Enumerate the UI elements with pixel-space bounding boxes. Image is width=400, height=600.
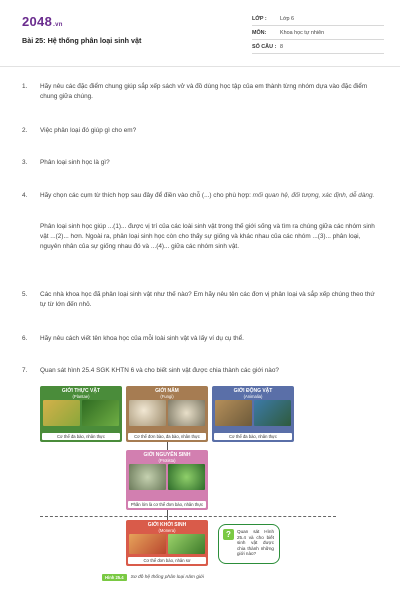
question-2	[22, 126, 378, 136]
question-number: 4.	[22, 192, 28, 199]
figure-question-note	[218, 524, 280, 564]
question-3	[22, 158, 378, 168]
plant-photo	[82, 400, 119, 426]
eukaryote-prokaryote-divider	[40, 516, 336, 517]
meta-key: SỐ CÂU :	[252, 43, 277, 50]
lesson-title: Bài 25: Hệ thống phân loại sinh vật	[22, 36, 142, 45]
meta-value: 8	[280, 43, 283, 50]
question-1	[22, 82, 378, 102]
animal-photo	[254, 400, 291, 426]
meta-row-count	[252, 40, 384, 54]
kingdom-animalia: GIỚI ĐỘNG VẬT (Animalia) Cơ thể đa bào, nhân thực	[212, 386, 294, 442]
meta-row-grade	[252, 12, 384, 26]
question-mark-icon: ?	[223, 529, 234, 540]
mushroom-photo	[129, 400, 166, 426]
question-5	[22, 290, 378, 310]
question-number: 6.	[22, 335, 28, 342]
kingdom-caption: Cơ thể đơn bào, đa bào, nhân thực	[128, 433, 206, 440]
plant-photo	[43, 400, 80, 426]
page-header	[22, 12, 384, 62]
kingdom-plantae: GIỚI THỰC VẬT (Plantae) Cơ thể đa bào, nhân thực	[40, 386, 122, 442]
kingdom-caption: Cơ thể đa bào, nhân thực	[42, 433, 120, 440]
lesson-meta	[252, 12, 384, 54]
question-emphasis: mối quan hệ, đối tượng, xác định, dễ dàng.	[252, 192, 375, 199]
meta-value: Lớp 6	[280, 15, 295, 22]
figure-caption	[102, 574, 204, 581]
kingdom-caption: Cơ thể đơn bào, nhân sơ	[128, 557, 206, 564]
note-text: Quan sát Hình 25.4 và cho biết sinh vật được chia thành những giới nào?	[237, 529, 274, 557]
mushroom-photo	[168, 400, 205, 426]
kingdom-fungi: GIỚI NẤM (Fungi) Cơ thể đơn bào, đa bào, nhân thực	[126, 386, 208, 442]
header-divider	[0, 66, 400, 67]
question-text: Phân loại sinh học là gì?	[40, 159, 110, 166]
five-kingdoms-figure	[40, 386, 336, 586]
question-text: Hãy nêu các đặc điểm chung giúp sắp xếp sách vở và đồ dùng học tập của em thành từng nhóm dựa vào đặc điểm chung giữa chúng.	[40, 83, 368, 100]
question-7	[22, 366, 378, 376]
kingdom-caption: Cơ thể đa bào, nhân thực	[214, 433, 292, 440]
meta-row-subject	[252, 26, 384, 40]
bacteria-photo	[129, 534, 166, 554]
question-text: Quan sát hình 25.4 SGK KHTN 6 và cho biết sinh vật được chia thành các giới nào?	[40, 367, 279, 374]
figure-caption-text: Sơ đồ hệ thống phân loại năm giới	[130, 575, 204, 580]
question-number: 3.	[22, 159, 28, 166]
kingdom-caption: Phần lớn là cơ thể đơn bào, nhân thực	[128, 501, 206, 508]
question-text: Các nhà khoa học đã phân loại sinh vật như thế nào? Em hãy nêu tên các đơn vị phân loại và sắp xếp chúng theo thứ tự từ lớn đến nhỏ.	[40, 291, 375, 308]
animal-photo	[215, 400, 252, 426]
protist-photo	[129, 464, 166, 490]
meta-key: LỚP :	[252, 15, 267, 22]
figure-tag: Hình 25.4	[102, 574, 127, 581]
connector-line	[167, 510, 168, 520]
connector-line	[167, 442, 168, 450]
protist-photo	[168, 464, 205, 490]
question-4-paragraph: Phân loại sinh học giúp ...(1)... được vị trí của các loài sinh vật trong thế giới sống và tìm ra chúng giữa các nhóm sinh vật ...(2)... hơn. Ngoài ra, phân loại sinh học còn cho thấy sự giống và khác nhau của các nhóm ...(3)... phân loại, nguyên nhân của sự giống nhau đó và ...(4)... giữa các nhóm sinh vật.	[40, 223, 375, 250]
site-logo[interactable]: 2048.vn	[22, 14, 63, 29]
question-number: 2.	[22, 127, 28, 134]
question-text: Việc phân loại đó giúp gì cho em?	[40, 127, 137, 134]
meta-key: MÔN:	[252, 29, 267, 36]
question-6	[22, 334, 378, 344]
meta-value: Khoa học tự nhiên	[280, 29, 325, 36]
question-text: Hãy chọn các cụm từ thích hợp sau đây để điền vào chỗ (...) cho phù hợp: mối quan hệ, đối tượng, xác định, dễ dàng.	[40, 192, 375, 199]
kingdom-protista: GIỚI NGUYÊN SINH (Protista) Phần lớn là cơ thể đơn bào, nhân thực	[126, 450, 208, 510]
kingdom-monera: GIỚI KHỞI SINH (Monera) Cơ thể đơn bào, nhân sơ	[126, 520, 208, 566]
question-4	[22, 191, 378, 201]
bacteria-photo	[168, 534, 205, 554]
question-number: 7.	[22, 367, 28, 374]
question-number: 5.	[22, 291, 28, 298]
question-number: 1.	[22, 83, 28, 90]
question-text: Hãy nêu cách viết tên khoa học của mỗi loài sinh vật và lấy ví dụ cụ thể.	[40, 335, 244, 342]
